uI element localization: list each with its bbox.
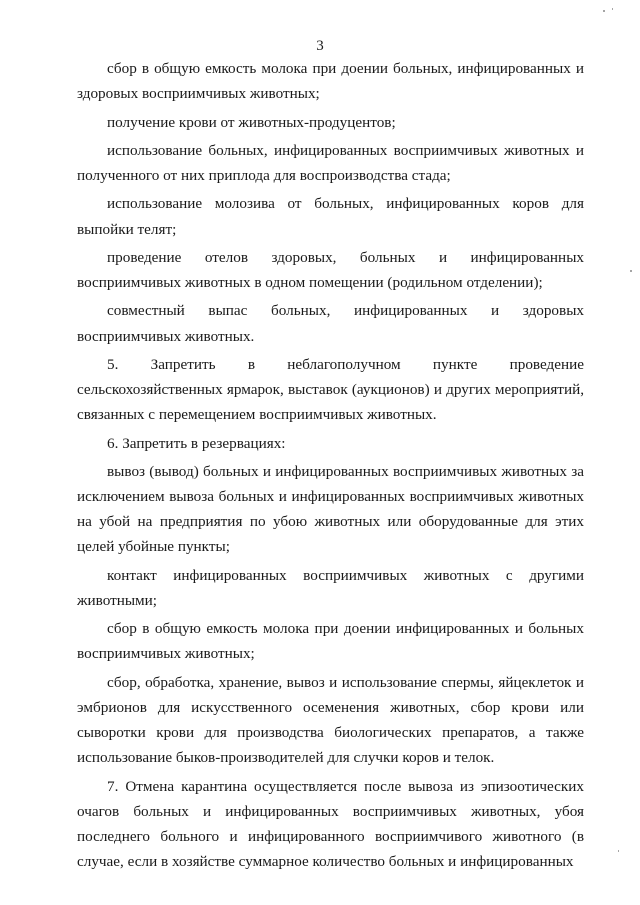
paragraph-13: 7. Отмена карантина осуществляется после вывоза из эпизоотических очагов больных и инфицированных восприимчивых животных, убоя последнего больного и инфицированного восприимчивого животного (в случае, если в хозяйстве суммарное количество больных и инфицированных xyxy=(77,777,584,871)
paragraph-5: проведение отелов здоровых, больных и инфицированных восприимчивых животных в одном помещении (родильном отделении); xyxy=(77,248,584,291)
page-number: 3 xyxy=(316,38,324,54)
document-body xyxy=(77,56,584,878)
paragraph-1: сбор в общую емкость молока при доении больных, инфицированных и здоровых восприимчивых животных; xyxy=(77,60,584,103)
paragraph-10: контакт инфицированных восприимчивых животных с другими животными; xyxy=(77,566,584,609)
paragraph-6: совместный выпас больных, инфицированных и здоровых восприимчивых животных. xyxy=(77,302,584,345)
paragraph-2: получение крови от животных-продуцентов; xyxy=(107,113,396,131)
scan-speck xyxy=(630,270,632,272)
paragraph-7: 5. Запретить в неблагополучном пункте проведение сельскохозяйственных ярмарок, выставок (аукционов) и других мероприятий, связанных с перемещением восприимчивых животных. xyxy=(77,355,584,424)
paragraph-11: сбор в общую емкость молока при доении инфицированных и больных восприимчивых животных; xyxy=(77,620,584,663)
paragraph-8: 6. Запретить в резервациях: xyxy=(107,434,286,452)
scan-speck xyxy=(612,8,613,10)
scan-speck xyxy=(603,10,605,12)
paragraph-12: сбор, обработка, хранение, вывоз и использование спермы, яйцеклеток и эмбрионов для искусственного осеменения животных, сбор крови или сыворотки крови для производства биологических препаратов, а также использование быков-производителей для случки коров и телок. xyxy=(77,673,584,767)
paragraph-4: использование молозива от больных, инфицированных коров для выпойки телят; xyxy=(77,195,584,238)
paragraph-3: использование больных, инфицированных восприимчивых животных и полученного от них приплода для воспроизводства стада; xyxy=(77,141,584,184)
paragraph-9: вывоз (вывод) больных и инфицированных восприимчивых животных за исключением вывоза больных и инфицированных восприимчивых животных на убой на предприятия по убою животных или оборудованные для этих целей убойные пункты; xyxy=(77,462,584,556)
scan-speck xyxy=(618,850,619,852)
